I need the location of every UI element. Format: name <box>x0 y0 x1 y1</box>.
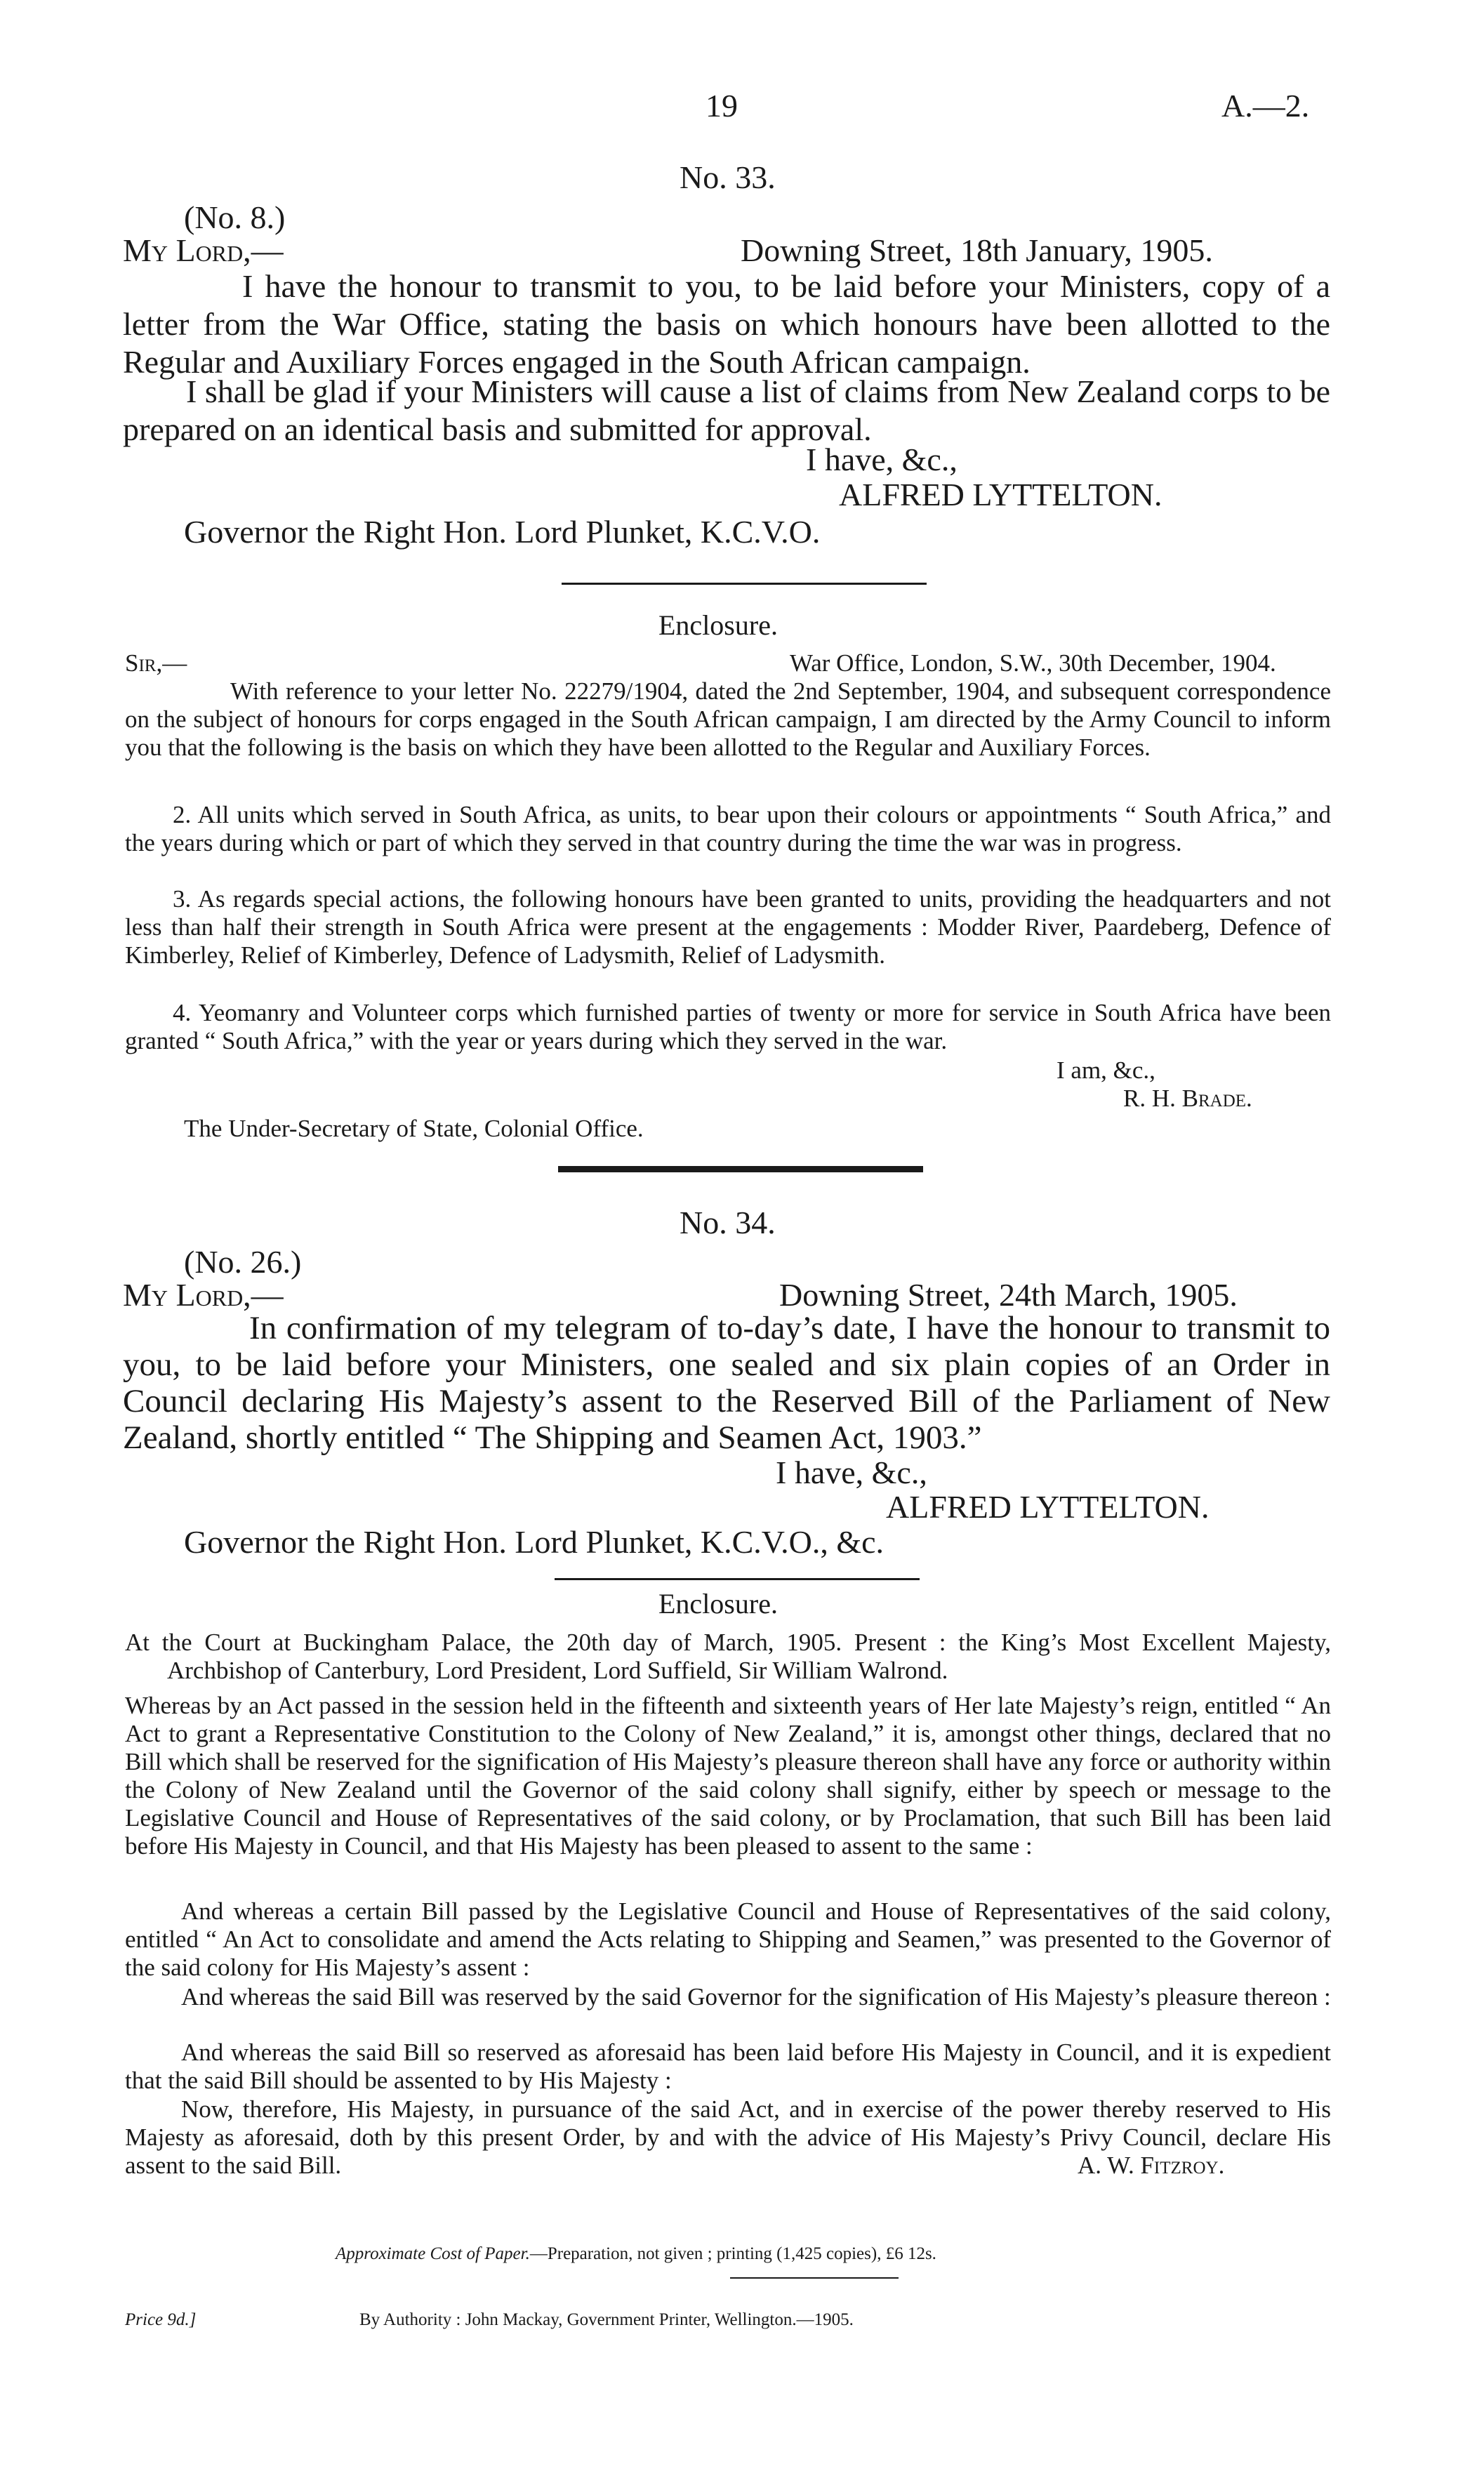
page-reference: A.—2. <box>1221 88 1310 124</box>
cost-text: —Preparation, not given ; printing (1,425 copies), £6 12s. <box>529 2244 936 2263</box>
enclosure-paragraph-33-3: 3. As regards special actions, the following honours have been granted to units, providing the headquarters and not less than half their strength in South Africa were present at the engagements : Modder River, Paardeberg, Defence of Kimberley, Relief of Kimberley, Defence of Ladysmith, Relief of Ladysmith. <box>125 885 1331 969</box>
salutation-33: My Lord,— <box>123 232 284 268</box>
cost-label: Approximate Cost of Paper. <box>336 2244 530 2263</box>
paragraph-33-2: I shall be glad if your Ministers will cause a list of claims from New Zealand corps to be prepared on an identical basis and submitted for approval. <box>123 373 1331 447</box>
addressee-33: Governor the Right Hon. Lord Plunket, K.C.V.O. <box>184 514 821 550</box>
divider-rule <box>562 583 927 585</box>
despatch-ref-33: (No. 8.) <box>184 199 286 235</box>
addressee-34: Governor the Right Hon. Lord Plunket, K.C.V.O., &c. <box>184 1524 885 1560</box>
enclosure-paragraph-33-4: 4. Yeomanry and Volunteer corps which furnished parties of twenty or more for service in South Africa have been granted “ South Africa,” with the year or years during which they served in the war. <box>125 999 1331 1054</box>
place-date-33: Downing Street, 18th January, 1905. <box>741 232 1213 268</box>
document-number-33: No. 33. <box>680 159 776 195</box>
signature-33: ALFRED LYTTELTON. <box>839 477 1162 512</box>
enclosure-closing-33: I am, &c., <box>1056 1056 1155 1084</box>
enclosure-heading-33: Enclosure. <box>658 609 778 641</box>
order-paragraph-4: And whereas the said Bill so reserved as aforesaid has been laid before His Majesty in Council, and it is expedient that the said Bill should be assented to by His Majesty : <box>125 2039 1331 2094</box>
despatch-ref-34: (No. 26.) <box>184 1244 302 1280</box>
salutation-34: My Lord,— <box>123 1277 284 1313</box>
price: Price 9d.] <box>125 2310 197 2329</box>
closing-33: I have, &c., <box>806 442 958 477</box>
enclosure-signature-33: R. H. Brade. <box>1123 1085 1252 1112</box>
closing-34: I have, &c., <box>776 1455 927 1490</box>
divider-rule-2 <box>555 1578 920 1580</box>
place-date-34: Downing Street, 24th March, 1905. <box>779 1277 1238 1313</box>
order-paragraph-3: And whereas the said Bill was reserved by the said Governor for the signification of His Majesty’s pleasure thereon : <box>181 1983 1331 2010</box>
cost-of-paper <box>336 2244 936 2265</box>
enclosure-addressee-33: The Under-Secretary of State, Colonial Office. <box>184 1115 644 1142</box>
section-divider-thick <box>558 1166 923 1172</box>
order-paragraph-1: Whereas by an Act passed in the session held in the fifteenth and sixteenth years of Her late Majesty’s reign, entitled “ An Act to grant a Representative Constitution to the Colony of New Zealand,” it is, amongst other things, declared that no Bill which shall be reserved for the signification of His Majesty’s pleasure thereon shall have any force or authority within the Colony of New Zealand until the Governor of the said colony shall signify, either by speech or message to the Legislative Council and House of Representatives of the said colony, or by Proclamation, that such Bill has been laid before His Majesty in Council, and that His Majesty has been pleased to assent to the same : <box>125 1692 1331 1860</box>
enclosure-paragraph-33-1: With reference to your letter No. 22279/1904, dated the 2nd September, 1904, and subsequent correspondence on the subject of honours for corps engaged in the South African campaign, I am directed by the Army Council to inform you that the following is the basis on which they have been allotted to the Regular and Auxiliary Forces. <box>125 677 1331 761</box>
order-signature: A. W. Fitzroy. <box>1078 2152 1225 2179</box>
printer-authority: By Authority : John Mackay, Government Printer, Wellington.—1905. <box>359 2310 854 2329</box>
order-paragraph-5: Now, therefore, His Majesty, in pursuance of the said Act, and in exercise of the power thereby reserved to His Majesty as aforesaid, doth by this present Order, by and with the advice of His Majesty’s Privy Council, declare His assent to the said Bill. <box>125 2095 1331 2179</box>
enclosure-heading-34: Enclosure. <box>658 1588 778 1619</box>
page-number: 19 <box>705 88 738 124</box>
enclosure-salutation-33: Sir,— <box>125 649 187 677</box>
enclosure-paragraph-33-2: 2. All units which served in South Africa, as units, to bear upon their colours or appointments “ South Africa,” and the years during which or part of which they served in that country during the time the war was in progress. <box>125 801 1331 856</box>
paragraph-33-1: I have the honour to transmit to you, to be laid before your Ministers, copy of a letter from the War Office, stating the basis on which honours have been allotted to the Regular and Auxiliary Forces engaged in the South African campaign. <box>123 268 1330 380</box>
document-number-34: No. 34. <box>680 1205 776 1240</box>
enclosure-place-date-33: War Office, London, S.W., 30th December, 1904. <box>790 649 1276 677</box>
signature-34: ALFRED LYTTELTON. <box>886 1489 1210 1525</box>
order-paragraph-2: And whereas a certain Bill passed by the Legislative Council and House of Representatives of the said colony, entitled “ An Act to consolidate and amend the Acts relating to Shipping and Seamen,” was presented to the Governor of the said colony for His Majesty’s assent : <box>125 1897 1331 1981</box>
footer-rule <box>730 2277 899 2279</box>
court-statement: At the Court at Buckingham Palace, the 20th day of March, 1905. Present : the King’s Most Excellent Majesty, Archbishop of Canterbury, Lord President, Lord Suffield, Sir William Walrond. <box>125 1629 1331 1684</box>
paragraph-34-1: In confirmation of my telegram of to-day’s date, I have the honour to transmit to you, to be laid before your Ministers, one sealed and six plain copies of an Order in Council declaring His Majesty’s assent to the Reserved Bill of the Parliament of New Zealand, shortly entitled “ The Shipping and Seamen Act, 1903.” <box>123 1310 1330 1456</box>
